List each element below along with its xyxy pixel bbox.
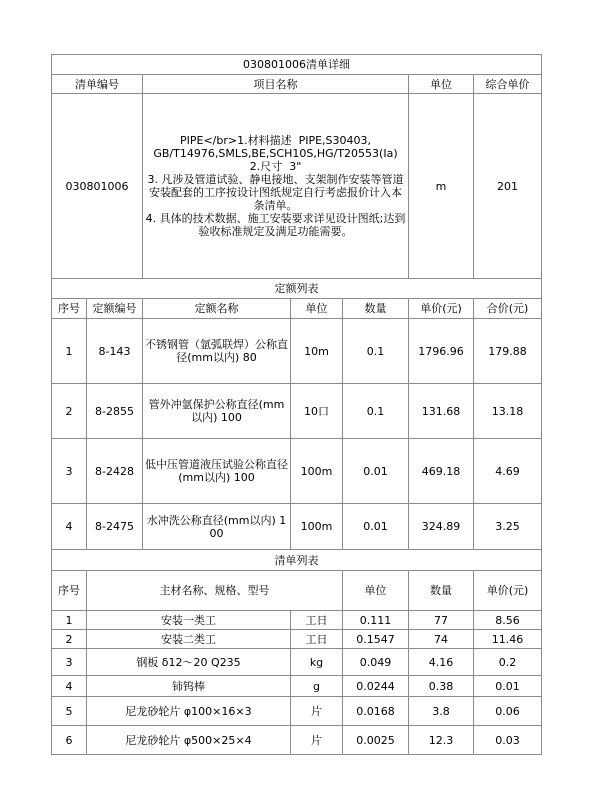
- bill-description: PIPE</br>1.材料描述 PIPE,S30403, GB/T14976,SMLS,BE,SCH10S,HG/T20553(Ia) 2.尺寸 3" 3. 凡涉及管道试验、静电接地、支架制作安装等管道安装配套的工序按设计图纸规定自行考虑报价计入本条清单。 4. 具体的技术数据、施工安装要求详见设计图纸;达到验收标准规定及满足功能需要。: [143, 94, 409, 279]
- quota-qty: 0.01: [343, 439, 409, 504]
- material-total: 0.06: [474, 697, 542, 726]
- bill-row: [52, 94, 542, 279]
- quota-name-header: 定额名称: [143, 299, 291, 319]
- material-qty: 0.1547: [343, 630, 409, 649]
- material-total: 8.56: [474, 611, 542, 630]
- quota-qty: 0.1: [343, 384, 409, 439]
- material-seq: 4: [52, 676, 87, 697]
- bill-unit-header: 单位: [409, 75, 474, 94]
- table-row: [52, 697, 542, 726]
- material-name: 安装一类工: [87, 611, 291, 630]
- table-row: [52, 504, 542, 550]
- material-header-row: [52, 571, 542, 611]
- material-name: 尼龙砂轮片 φ500×25×4: [87, 726, 291, 755]
- quota-code: 8-2428: [87, 439, 143, 504]
- quota-total: 4.69: [474, 439, 542, 504]
- material-section-row: [52, 550, 542, 571]
- material-name: 铈钨棒: [87, 676, 291, 697]
- material-total: 0.03: [474, 726, 542, 755]
- quota-code: 8-143: [87, 319, 143, 384]
- material-total: 0.2: [474, 649, 542, 676]
- sheet-title: 030801006清单详细: [52, 55, 542, 75]
- material-name-header: 主材名称、规格、型号: [87, 571, 343, 611]
- table-row: [52, 611, 542, 630]
- material-unit-price: 74: [409, 630, 474, 649]
- table-row: [52, 630, 542, 649]
- material-unit-price: 0.38: [409, 676, 474, 697]
- material-qty: 0.049: [343, 649, 409, 676]
- table-row: [52, 649, 542, 676]
- bill-code-header: 清单编号: [52, 75, 143, 94]
- quota-qty-header: 数量: [343, 299, 409, 319]
- bill-detail-table: [51, 54, 542, 755]
- material-seq: 2: [52, 630, 87, 649]
- material-unit: kg: [291, 649, 343, 676]
- material-qty: 0.111: [343, 611, 409, 630]
- bill-header-row: [52, 75, 542, 94]
- bill-unit: m: [409, 94, 474, 279]
- material-total: 11.46: [474, 630, 542, 649]
- material-seq-header: 序号: [52, 571, 87, 611]
- quota-total-header: 合价(元): [474, 299, 542, 319]
- material-unit-price: 3.8: [409, 697, 474, 726]
- quota-header-row: [52, 299, 542, 319]
- quota-qty: 0.01: [343, 504, 409, 550]
- material-seq: 5: [52, 697, 87, 726]
- material-name: 钢板 δ12～20 Q235: [87, 649, 291, 676]
- quota-section-title: 定额列表: [52, 279, 542, 299]
- material-name: 尼龙砂轮片 φ100×16×3: [87, 697, 291, 726]
- quota-seq: 2: [52, 384, 87, 439]
- quota-name: 不锈钢管（氩弧联焊）公称直径(mm以内) 80: [143, 319, 291, 384]
- quota-code: 8-2475: [87, 504, 143, 550]
- material-unit-header: 单位: [343, 571, 409, 611]
- material-seq: 3: [52, 649, 87, 676]
- material-unit-price: 77: [409, 611, 474, 630]
- material-qty: 0.0025: [343, 726, 409, 755]
- quota-seq: 1: [52, 319, 87, 384]
- bill-name-header: 项目名称: [143, 75, 409, 94]
- material-unit: g: [291, 676, 343, 697]
- material-unit: 片: [291, 697, 343, 726]
- quota-name: 管外冲氩保护公称直径(mm以内) 100: [143, 384, 291, 439]
- material-section-title: 清单列表: [52, 550, 542, 571]
- material-unit-price-header: 单价(元): [474, 571, 542, 611]
- quota-unit: 100m: [291, 439, 343, 504]
- quota-unit-price: 324.89: [409, 504, 474, 550]
- quota-unit: 10口: [291, 384, 343, 439]
- table-row: [52, 439, 542, 504]
- bill-price-header: 综合单价: [474, 75, 542, 94]
- quota-unit-price: 469.18: [409, 439, 474, 504]
- table-row: [52, 384, 542, 439]
- material-qty: 0.0244: [343, 676, 409, 697]
- quota-unit: 10m: [291, 319, 343, 384]
- table-row: [52, 726, 542, 755]
- material-total: 0.01: [474, 676, 542, 697]
- table-row: [52, 319, 542, 384]
- material-unit: 工日: [291, 630, 343, 649]
- material-unit: 工日: [291, 611, 343, 630]
- quota-total: 179.88: [474, 319, 542, 384]
- quota-name: 低中压管道液压试验公称直径(mm以内) 100: [143, 439, 291, 504]
- quota-unit-price: 131.68: [409, 384, 474, 439]
- quota-code: 8-2855: [87, 384, 143, 439]
- quota-code-header: 定额编号: [87, 299, 143, 319]
- quota-seq-header: 序号: [52, 299, 87, 319]
- table-row: [52, 676, 542, 697]
- quota-seq: 3: [52, 439, 87, 504]
- material-qty-header: 数量: [409, 571, 474, 611]
- bill-price: 201: [474, 94, 542, 279]
- quota-unit-price: 1796.96: [409, 319, 474, 384]
- material-unit-price: 12.3: [409, 726, 474, 755]
- material-seq: 1: [52, 611, 87, 630]
- material-qty: 0.0168: [343, 697, 409, 726]
- quota-unit-price-header: 单价(元): [409, 299, 474, 319]
- quota-total: 3.25: [474, 504, 542, 550]
- material-name: 安装二类工: [87, 630, 291, 649]
- quota-total: 13.18: [474, 384, 542, 439]
- quota-qty: 0.1: [343, 319, 409, 384]
- title-row: [52, 55, 542, 75]
- bill-code: 030801006: [52, 94, 143, 279]
- quota-section-row: [52, 279, 542, 299]
- quota-name: 水冲洗公称直径(mm以内) 100: [143, 504, 291, 550]
- material-unit-price: 4.16: [409, 649, 474, 676]
- material-seq: 6: [52, 726, 87, 755]
- quota-seq: 4: [52, 504, 87, 550]
- quota-unit-header: 单位: [291, 299, 343, 319]
- material-unit: 片: [291, 726, 343, 755]
- quota-unit: 100m: [291, 504, 343, 550]
